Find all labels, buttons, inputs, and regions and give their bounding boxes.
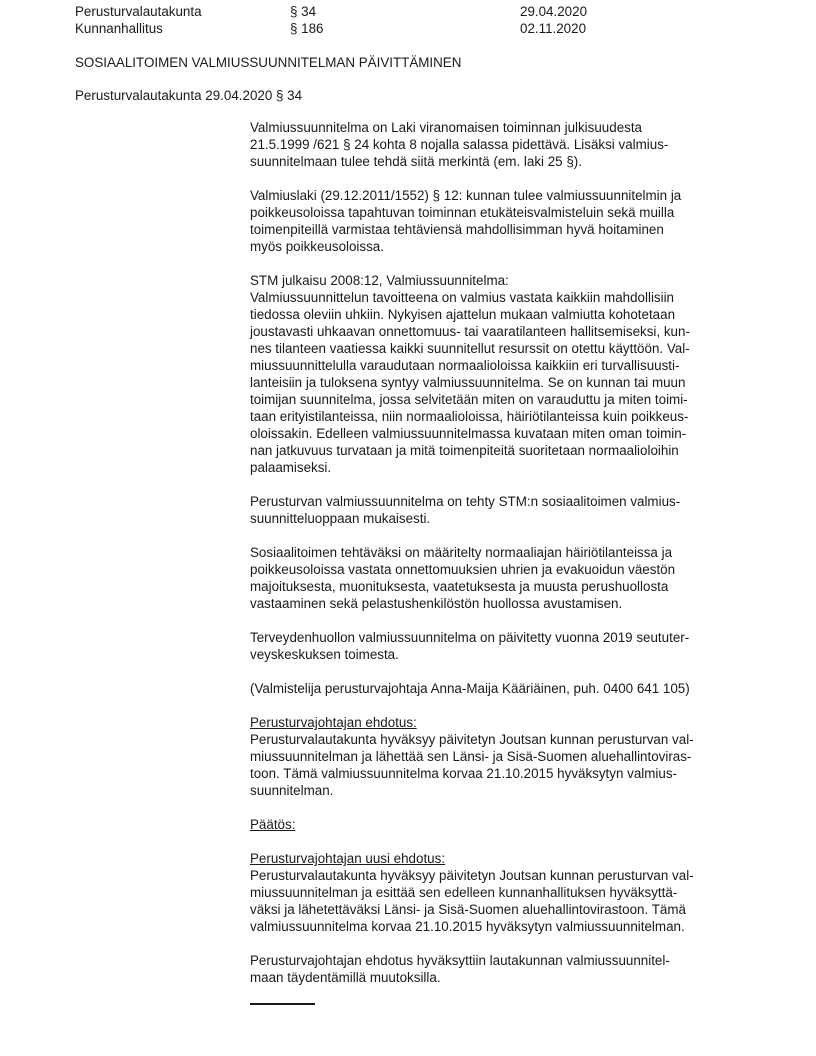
paragraph-line: vastaaminen sekä pelastushenkilöstön huollossa avustamisen. <box>250 596 623 611</box>
paragraph-line: majoituksesta, muonituksesta, vaatetuksesta ja muusta perushuollosta <box>250 579 669 594</box>
body-block <box>250 544 770 612</box>
meeting-reference: Perusturvalautakunta 29.04.2020 § 34 <box>75 88 303 103</box>
header-row <box>75 3 587 20</box>
paragraph-line: Valmiussuunnittelun tavoitteena on valmius vastata kaikkiin mahdollisiin <box>250 290 675 305</box>
paragraph-line: taan erityistilanteissa, niin normaalioloissa, häiriötilanteissa kuin poikkeus- <box>250 409 689 424</box>
paragraph-line: oloissakin. Edelleen valmiussuunnitelmassa kuvataan miten oman toimin- <box>250 426 687 441</box>
paragraph-line: miussuunnitelman ja esittää sen edelleen kunnanhallituksen hyväksyttä- <box>250 885 678 900</box>
header-table <box>75 3 587 37</box>
paragraph-line: poikkeusoloissa tapahtuvan toiminnan etukäteisvalmisteluin sekä muilla <box>250 205 675 220</box>
paragraph-line: valmiussuunnitelma korvaa 21.10.2015 hyväksytyn valmiussuunnitelman. <box>250 919 685 934</box>
paragraph-line: maan täydentämillä muutoksilla. <box>250 970 441 985</box>
committee-name: Kunnanhallitus <box>75 21 163 36</box>
paragraph-line: nes tilanteen vaatiessa kaikki suunnitellut resurssit on otettu käyttöön. Val- <box>250 341 690 356</box>
body-block <box>250 952 770 986</box>
body-block <box>250 272 770 476</box>
document-title: SOSIAALITOIMEN VALMIUSSUUNNITELMAN PÄIVITTÄMINEN <box>75 55 462 70</box>
underlined-heading: Perusturvajohtajan ehdotus: <box>250 715 417 730</box>
paragraph-line: toimenpiteillä varmistaa tehtäviensä mahdollisimman hyvä hoitaminen <box>250 222 664 237</box>
body-block <box>250 714 770 799</box>
body-block <box>250 493 770 527</box>
section-number: § 186 <box>290 21 324 36</box>
paragraph-line: Perusturvalautakunta hyväksyy päivitetyn Joutsan kunnan perusturvan val- <box>250 868 694 883</box>
paragraph-line: väksi ja lähetettäväksi Länsi- ja Sisä-Suomen aluehallintovirastoon. Tämä <box>250 902 686 917</box>
section-number: § 34 <box>290 4 317 19</box>
paragraph-line: (Valmistelija perusturvajohtaja Anna-Maija Kääriäinen, puh. 0400 641 105) <box>250 681 690 696</box>
paragraph-line: suunnitelmaan tulee tehdä siitä merkintä (em. laki 25 §). <box>250 154 582 169</box>
paragraph-line: miussuunnitelman ja lähettää sen Länsi- ja Sisä-Suomen aluehallintoviras- <box>250 749 692 764</box>
document-body <box>250 119 770 1022</box>
paragraph-line: Perusturvajohtajan ehdotus hyväksyttiin lautakunnan valmiussuunnitel- <box>250 953 670 968</box>
divider-line <box>250 1003 315 1005</box>
meeting-date: 02.11.2020 <box>520 21 587 36</box>
meeting-date: 29.04.2020 <box>520 4 588 19</box>
paragraph-line: nan jatkuvuus turvataan ja mitä toimenpiteitä suoritetaan normaalioloihin <box>250 443 679 458</box>
paragraph-line: Valmiuslaki (29.12.2011/1552) § 12: kunnan tulee valmiussuunnitelmin ja <box>250 188 682 203</box>
paragraph-line: lanteisiin ja tuloksena syntyy valmiussuunnitelma. Se on kunnan tai muun <box>250 375 686 390</box>
underlined-heading: Perusturvajohtajan uusi ehdotus: <box>250 851 446 866</box>
paragraph-line: suunnitelman. <box>250 783 334 798</box>
paragraph-line: STM julkaisu 2008:12, Valmiussuunnitelma: <box>250 273 509 288</box>
paragraph-line: Terveydenhuollon valmiussuunnitelma on päivitetty vuonna 2019 seututer- <box>250 630 690 645</box>
paragraph-line: myös poikkeusoloissa. <box>250 239 384 254</box>
body-block <box>250 119 770 170</box>
paragraph-line: joustavasti uhkaavan onnettomuus- tai vaaratilanteen hallitsemiseksi, kun- <box>250 324 690 339</box>
paragraph-line: Valmiussuunnitelma on Laki viranomaisen toiminnan julkisuudesta <box>250 120 643 135</box>
body-block <box>250 816 770 833</box>
paragraph-line: 21.5.1999 /621 § 24 kohta 8 nojalla salassa pidettävä. Lisäksi valmius- <box>250 137 669 152</box>
paragraph-line: Sosiaalitoimen tehtäväksi on määritelty normaaliajan häiriötilanteissa ja <box>250 545 673 560</box>
paragraph-line: miussuunnittelulla varaudutaan normaalioloissa kaikkiin eri turvallisuusti- <box>250 358 680 373</box>
body-block <box>250 680 770 697</box>
committee-name: Perusturvalautakunta <box>75 4 202 19</box>
body-block <box>250 629 770 663</box>
paragraph-line: suunnitteluoppaan mukaisesti. <box>250 511 431 526</box>
header-row <box>75 20 587 37</box>
paragraph-line: palaamiseksi. <box>250 460 332 475</box>
paragraph-line: toon. Tämä valmiussuunnitelma korvaa 21.10.2015 hyväksytyn valmius- <box>250 766 677 781</box>
paragraph-line: toimijan suunnitelma, jossa selvitetään miten on varauduttu ja miten toimi- <box>250 392 688 407</box>
underlined-heading: Päätös: <box>250 817 296 832</box>
paragraph-line: poikkeusoloissa vastata onnettomuuksien uhrien ja evakuoidun väestön <box>250 562 676 577</box>
body-block <box>250 187 770 255</box>
paragraph-line: tiedossa oleviin uhkiin. Nykyisen ajattelun mukaan valmiutta kohotetaan <box>250 307 676 322</box>
paragraph-line: Perusturvan valmiussuunnitelma on tehty STM:n sosiaalitoimen valmius- <box>250 494 681 509</box>
paragraph-line: veyskeskuksen toimesta. <box>250 647 399 662</box>
paragraph-line: Perusturvalautakunta hyväksyy päivitetyn Joutsan kunnan perusturvan val- <box>250 732 694 747</box>
body-block <box>250 850 770 935</box>
